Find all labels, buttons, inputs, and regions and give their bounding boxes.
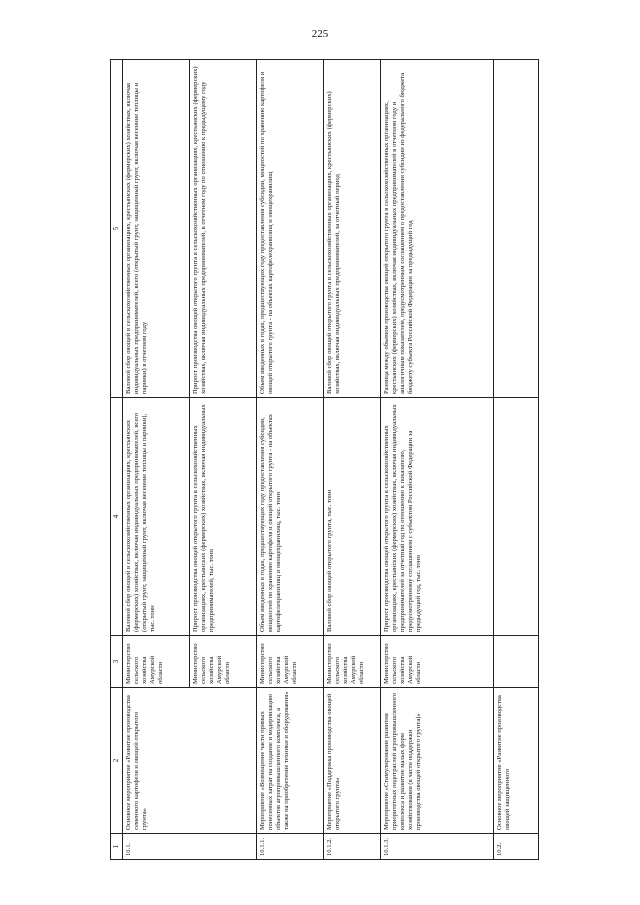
responsible-executor: Министерство сельского хозяйства Амурской области [323, 636, 380, 688]
header-col-4: 4 [111, 398, 123, 636]
indicator-description: Валовой сбор овощей в сельскохозяйственных организациях, крестьянских (фермерских) хозяйствах, включая индивидуальных предпринимателей, всего (открытый грунт, защищенный грунт, включая весенние теплицы и парники) в отчетном году [122, 60, 189, 398]
indicator-name: Валовой сбор овощей открытого грунта, тыс. тонн [323, 398, 380, 636]
indicator-name: Валовой сбор овощей в сельскохозяйственных организациях, крестьянских (фермерских) хозяйствах, включая индивидуальных предпринимателей, всего (открытый грунт, защищенный грунт, включая весенние теплицы и парники), тыс. тонн [122, 398, 189, 636]
event-name: Мероприятие «Поддержка производства овощей открытого грунта» [323, 688, 380, 834]
indicator-description: Прирост производства овощей открытого грунта в сельскохозяйственных организациях, крестьянских (фермерских) хозяйствах, включая индивидуальных предпринимателей, в отчетном году по отношению к предыдущему году [189, 60, 256, 398]
responsible-executor: Министерство сельского хозяйства Амурской области [256, 636, 323, 688]
indicator-description: Разница между объемом производства овощей открытого грунта в сельскохозяйственных организациях, крестьянских (фермерских) хозяйствах, включая индивидуальных предпринимателей в отчетном году и аналогичным показателем, предусмотренным соглашением о предоставлении субсидии из федерального бюджета бюджету субъекта Российской Федерации за предыдущий год [380, 60, 493, 398]
header-col-3: 3 [111, 636, 123, 688]
table-row [380, 60, 493, 860]
row-number: 10.1. [122, 834, 256, 860]
indicator-description: Объем введенных в годах, предшествующих году предоставления субсидии, мощностей по хранению картофеля и овощей открытого грунта - на объектах картофелехранилищ и овощехранилищ [256, 60, 323, 398]
event-name: Основное мероприятие «Развитие производства овощей защищенного [493, 688, 538, 834]
indicator-name: Прирост производства овощей открытого грунта в сельскохозяйственных организациях, крестьянских (фермерских) хозяйствах, включая индивидуальных предпринимателей, тыс. тонн [189, 398, 256, 636]
indicator-description: Валовой сбор овощей открытого грунта в сельскохозяйственных организациях, крестьянских (фермерских) хозяйствах, включая индивидуальных предпринимателей, за отчетный период [323, 60, 380, 398]
event-name: Мероприятие «Стимулирование развития приоритетных подотраслей агропромышленного комплекса и развитие малых форм хозяйствования (в части поддержки производства овощей открытого грунта)» [380, 688, 493, 834]
indicator-name: Прирост производства овощей открытого грунта в сельскохозяйственных организациях, крестьянских (фермерских) хозяйствах, включая индивидуальных предпринимателей за отчетный год по отношению к показателю, предусмотренному соглашением с субъектом Российской Федерации за предыдущий год, тыс. тонн [380, 398, 493, 636]
row-number: 10.1.1. [256, 834, 323, 860]
responsible-executor: Министерство сельского хозяйства Амурской области [122, 636, 189, 688]
table-row [256, 60, 323, 860]
indicator-description [493, 60, 538, 398]
responsible-executor: Министерство сельского хозяйства Амурской области [380, 636, 493, 688]
page-number: 225 [311, 28, 329, 40]
indicators-table [110, 59, 539, 860]
event-name: Основное мероприятие «Развитие производства семенного картофеля и овощей открытого грунта» [122, 688, 256, 834]
rotated-table-wrapper [110, 60, 530, 860]
header-col-1: 1 [111, 834, 123, 860]
table-row [323, 60, 380, 860]
table-header-row [111, 60, 123, 860]
indicator-name [493, 398, 538, 636]
responsible-executor [493, 636, 538, 688]
indicator-name: Объем введенных в годах, предшествующих году предоставления субсидии, мощностей по хранению картофеля и овощей открытого грунта - на объектах картофелехранилищ и овощехранилищ, тыс. тонн [256, 398, 323, 636]
table-row [122, 60, 189, 860]
row-number: 10.1.3. [380, 834, 493, 860]
row-number: 10.2. [493, 834, 538, 860]
responsible-executor: Министерство сельского хозяйства Амурской области [189, 636, 256, 688]
event-name: Мероприятие «Возмещение части прямых понесенных затрат на создание и модернизацию объектов агропромышленного комплекса, а также на приобретение техники и оборудования» [256, 688, 323, 834]
header-col-2: 2 [111, 688, 123, 834]
row-number: 10.1.2. [323, 834, 380, 860]
table-row [493, 60, 538, 860]
header-col-5: 5 [111, 60, 123, 398]
